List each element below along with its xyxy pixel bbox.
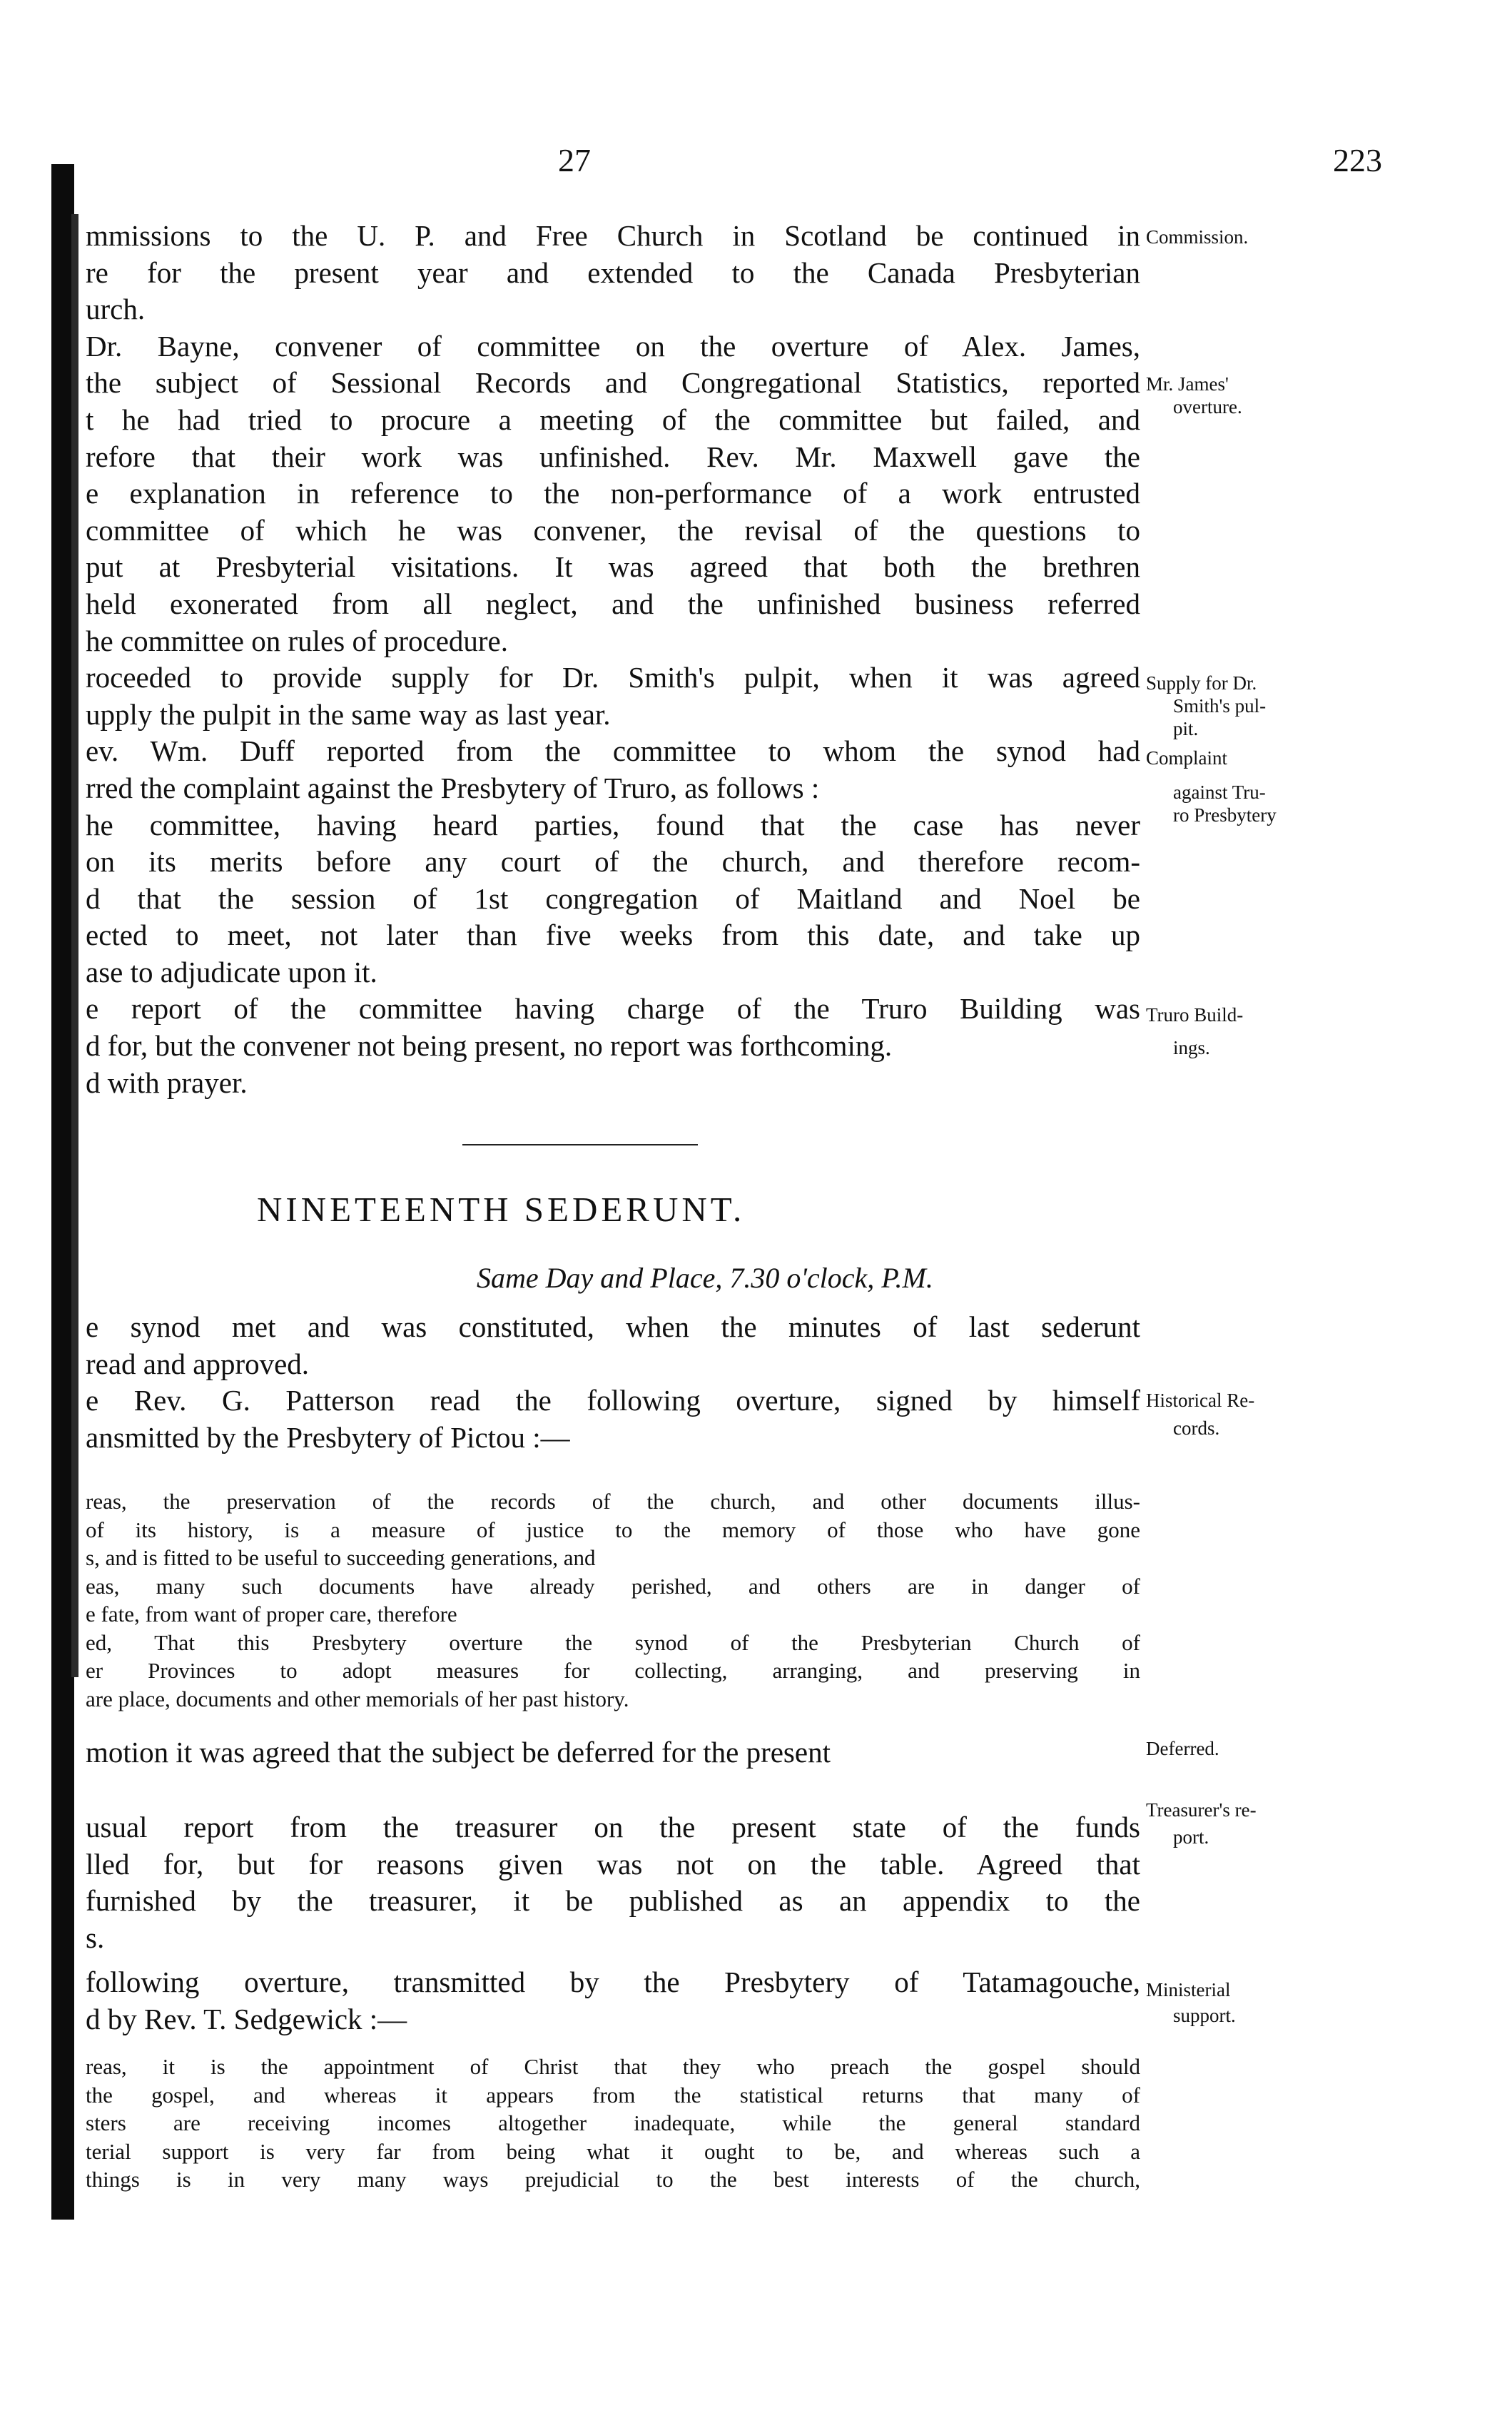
- quote-line: er Provinces to adopt measures for collecting, arranging, and preserving in: [86, 1658, 1140, 1683]
- margin-note-historical-2: cords.: [1173, 1417, 1220, 1439]
- page-number-left: 27: [558, 142, 591, 178]
- margin-note-truro-1: Truro Build-: [1146, 1004, 1244, 1026]
- margin-note-truro-2: ings.: [1173, 1037, 1210, 1058]
- margin-note-commission: Commission.: [1146, 226, 1249, 248]
- text-line: d by Rev. T. Sedgewick :—: [86, 2002, 407, 2035]
- quote-line: reas, the preservation of the records of the church, and other documents illus-: [86, 1489, 1140, 1514]
- text-line: usual report from the treasurer on the present state of the funds: [86, 1811, 1140, 1843]
- text-line: he committee, having heard parties, found that the case has never: [86, 808, 1140, 841]
- quote-line: reas, it is the appointment of Christ that they who preach the gospel should: [86, 2054, 1140, 2079]
- text-line: read and approved.: [86, 1347, 310, 1380]
- quote-line: eas, many such documents have already perished, and others are in danger of: [86, 1573, 1140, 1599]
- page-number-right: 223: [1333, 142, 1382, 178]
- text-line: d that the session of 1st congregation of Maitland and Noel be: [86, 881, 1140, 915]
- margin-note-treasurer-2: port.: [1173, 1826, 1209, 1848]
- text-line: lled for, but for reasons given was not on the table. Agreed that: [86, 1847, 1140, 1881]
- text-line: d with prayer.: [86, 1066, 248, 1099]
- overture-quote-2: [86, 2053, 1140, 2194]
- text-line: s.: [86, 1921, 105, 1954]
- text-line: ase to adjudicate upon it.: [86, 955, 377, 988]
- text-line: ected to meet, not later than five weeks from this date, and take up: [86, 919, 1140, 952]
- minutes-block-2: [86, 1309, 1140, 1456]
- quote-line: terial support is very far from being what it ought to be, and whereas such a: [86, 2138, 1140, 2164]
- margin-note-mr-james: Mr. James': [1146, 373, 1229, 395]
- minutes-block-1: [86, 218, 1140, 1101]
- text-line: roceeded to provide supply for Dr. Smith's pulpit, when it was agreed: [86, 661, 1140, 694]
- quote-line: s, and is fitted to be useful to succeeding generations, and: [86, 1545, 596, 1570]
- margin-note-overture: overture.: [1173, 396, 1242, 418]
- text-line: t he had tried to procure a meeting of the committee but failed, and: [86, 403, 1140, 436]
- sederunt-heading: NINETEENTH SEDERUNT.: [257, 1190, 746, 1229]
- text-line: d for, but the convener not being present, no report was forthcoming.: [86, 1029, 893, 1063]
- sederunt-dateline: Same Day and Place, 7.30 o'clock, P.M.: [477, 1262, 933, 1294]
- quote-line: things is in very many ways prejudicial to the best interests of the church,: [86, 2167, 1140, 2192]
- margin-note-supply-1: Supply for Dr.: [1146, 672, 1257, 694]
- text-line: Dr. Bayne, convener of committee on the overture of Alex. James,: [86, 329, 1140, 363]
- margin-note-historical-1: Historical Re-: [1146, 1390, 1255, 1411]
- text-line: e explanation in reference to the non-performance of a work entrusted: [86, 477, 1140, 510]
- minutes-block-5: [86, 1964, 1140, 2038]
- text-line: held exonerated from all neglect, and the unfinished business referred: [86, 587, 1140, 620]
- margin-note-ministerial-2: support.: [1173, 2005, 1236, 2026]
- binding-shadow-inner: [71, 214, 78, 1677]
- quote-line: e fate, from want of proper care, therefore: [86, 1602, 457, 1627]
- text-line: motion it was agreed that the subject be deferred for the present: [86, 1736, 831, 1769]
- margin-note-complaint-1: Complaint: [1146, 747, 1227, 769]
- text-line: re for the present year and extended to the Canada Presbyterian: [86, 256, 1140, 289]
- text-line: urch.: [86, 293, 146, 326]
- margin-note-supply-3: pit.: [1173, 718, 1199, 739]
- quote-line: sters are receiving incomes altogether inadequate, while the general standard: [86, 2110, 1140, 2135]
- text-line: on its merits before any court of the church, and therefore recom-: [86, 845, 1140, 879]
- text-line: committee of which he was convener, the revisal of the questions to: [86, 513, 1140, 547]
- text-line: the subject of Sessional Records and Congregational Statistics, reported: [86, 366, 1140, 400]
- quote-line: are place, documents and other memorials of her past history.: [86, 1686, 629, 1711]
- text-line: he committee on rules of procedure.: [86, 624, 508, 657]
- margin-note-complaint-3: ro Presbytery: [1173, 804, 1277, 826]
- margin-note-ministerial-1: Ministerial: [1146, 1979, 1231, 2000]
- text-line: e synod met and was constituted, when the minutes of last sederunt: [86, 1310, 1140, 1343]
- text-line: refore that their work was unfinished. Rev. Mr. Maxwell gave the: [86, 440, 1140, 473]
- text-line: e report of the committee having charge of the Truro Building was: [86, 992, 1140, 1026]
- margin-note-treasurer-1: Treasurer's re-: [1146, 1799, 1257, 1821]
- minutes-block-3: [86, 1734, 1140, 1771]
- text-line: e Rev. G. Patterson read the following overture, signed by himself: [86, 1384, 1140, 1417]
- overture-quote-1: [86, 1487, 1140, 1713]
- margin-note-deferred: Deferred.: [1146, 1738, 1219, 1759]
- section-divider: [462, 1144, 698, 1145]
- text-line: mmissions to the U. P. and Free Church in Scotland be continued in: [86, 219, 1140, 252]
- text-line: rred the complaint against the Presbytery of Truro, as follows :: [86, 771, 820, 804]
- quote-line: ed, That this Presbytery overture the synod of the Presbyterian Church of: [86, 1629, 1140, 1655]
- minutes-block-4: [86, 1809, 1140, 1956]
- text-line: furnished by the treasurer, it be published as an appendix to the: [86, 1884, 1140, 1918]
- quote-line: of its history, is a measure of justice to the memory of those who have gone: [86, 1517, 1140, 1542]
- margin-note-supply-2: Smith's pul-: [1173, 695, 1267, 717]
- text-line: following overture, transmitted by the Presbytery of Tatamagouche,: [86, 1966, 1140, 1998]
- text-line: put at Presbyterial visitations. It was agreed that both the brethren: [86, 550, 1140, 584]
- text-line: ansmitted by the Presbytery of Pictou :—: [86, 1420, 570, 1454]
- text-line: ev. Wm. Duff reported from the committee to whom the synod had: [86, 734, 1140, 768]
- quote-line: the gospel, and whereas it appears from the statistical returns that many of: [86, 2082, 1140, 2108]
- text-line: upply the pulpit in the same way as last year.: [86, 697, 611, 731]
- margin-note-complaint-2: against Tru-: [1173, 781, 1266, 803]
